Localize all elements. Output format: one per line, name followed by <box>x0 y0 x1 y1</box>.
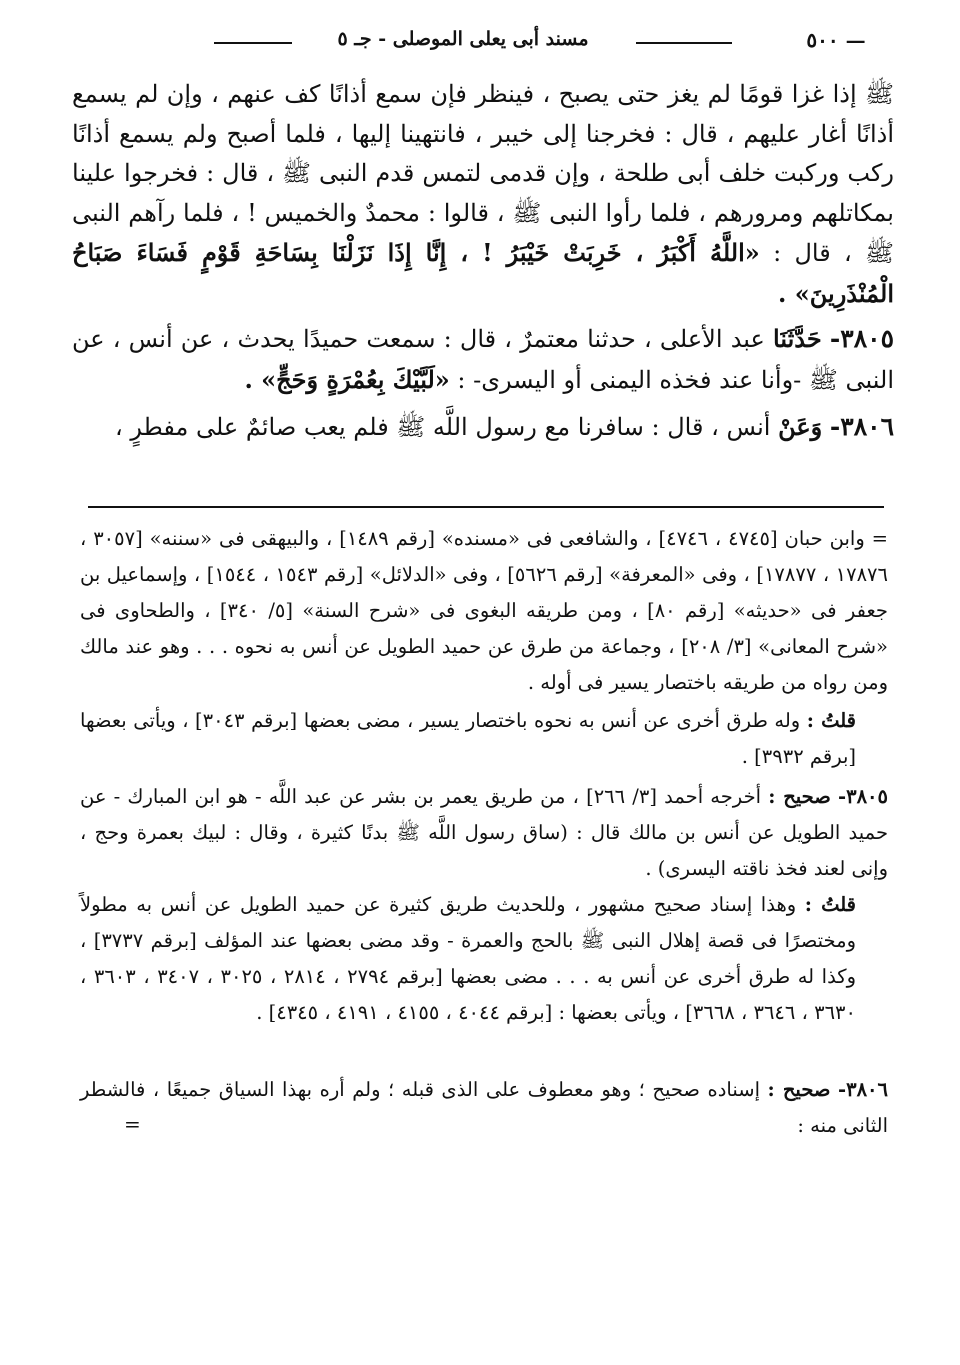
footnote-3806 <box>80 1072 888 1144</box>
hadith-lead: وَعَنْ <box>778 412 823 441</box>
hadith-text: عبد الأعلى ، حدثنا معتمرٌ ، قال : سمعت حميدًا يحدث ، عن أنس ، عن النبى ﷺ -وأنا عند فخذه اليمنى أو اليسرى- : <box>72 325 894 394</box>
footnote-3805 <box>80 779 888 887</box>
hadith-text: ﷺ إذا غزا قومًا لم يغز حتى يصبح ، فينظر فإن سمع أذانًا كف عنهم ، وإن لم يسمع أذانًا أغار عليهم ، قال : فخرجنا إلى خيبر ، فانتهينا إليها ، فلما أصبح ولم يسمع أذانًا ركب وركبت خلف أبى طلحة ، وإن قدمى لتمس قدم النبى ﷺ ، قال : فخرجوا علينا بمكاتلهم ومرورهم ، فلما رأوا النبى ﷺ ، قالوا : محمدٌ والخميس ! ، فلما رآهم النبى ﷺ ، قال : <box>72 80 894 267</box>
hadith-3804-continuation <box>72 75 894 313</box>
page-number: — ٥٠٠ <box>806 28 866 52</box>
hadith-lead: حَدَّثَنَا <box>773 324 822 353</box>
footnote-separator <box>88 506 884 508</box>
footnote-continuation: = وابن حبان [٤٧٤٥ ، ٤٧٤٦] ، والشافعى فى «مسنده» [رقم ١٤٨٩] ، والبيهقى فى «سننه» [٣٠٥٧ ، ١٧٨٧٦ ، ١٧٨٧٧] ، وفى «المعرفة» [رقم ٥٦٢٦] ، وفى «الدلائل» [رقم ١٥٤٣ ، ١٥٤٤] ، وإسماعيل بن جعفر فى «حديثه» [رقم ٨٠] ، ومن طريقه البغوى فى «شرح السنة» [٥/ ٣٤٠] ، والطحاوى فى «شرح المعانى» [٣/ ٢٠٨] ، وجماعة من طرق عن حميد الطويل عن أنس به نحوه . . . وهو عند مالك ومن رواه من طريقه باختصار يسير فى أوله . <box>80 527 888 694</box>
header-rule <box>214 42 292 44</box>
hadith-quote: «اللَّهُ أَكْبَرُ ، خَرِبَتْ خَيْبَرُ ! ، إِنَّا إِذَا نَزَلْنَا بِسَاحَةِ قَوْمٍ فَسَاءَ صَبَاحُ الْمُنْذَرِينَ» . <box>72 238 894 308</box>
hadith-3806 <box>72 407 894 449</box>
hadith-number: ٣٨٠٥- <box>829 324 894 353</box>
remark-label: قلتُ : <box>806 709 856 732</box>
header-rule <box>636 42 732 44</box>
remark-label: قلتُ : <box>804 893 856 916</box>
main-text <box>72 75 894 449</box>
hadith-3805 <box>72 319 894 401</box>
remark-text: وهذا إسناد صحيح مشهور ، وللحديث طريق كثيرة عن حميد الطويل عن أنس به مطولاً ومختصرًا فى قصة إهلال النبى ﷺ بالحج والعمرة - وقد مضى بعضها عند المؤلف [برقم ٣٧٣٧] ، وكذا له طرق أخرى عن أنس به . . . مضى بعضها [برقم ٢٧٩٤ ، ٢٨١٤ ، ٣٠٢٥ ، ٣٤٠٧ ، ٣٦٠٣ ، ٣٦٣٠ ، ٣٦٤٦ ، ٣٦٦٨] ، ويأتى بعضها : [برقم ٤٠٤٤ ، ٤١٥٥ ، ٤١٩١ ، ٤٣٤٥] . <box>80 893 857 1024</box>
remark-text: وله طرق أخرى عن أنس به نحوه باختصار يسير ، مضى بعضها [برقم ٣٠٤٣] ، ويأتى بعضها [برقم ٣٩٣٢] . <box>80 709 856 768</box>
grade-label: صحيح : <box>768 785 831 808</box>
grade-label: صحيح : <box>767 1078 831 1101</box>
hadith-quote: «لَبَّيْكَ بِعُمْرَةٍ وَحَجٍّ» . <box>244 364 450 394</box>
continues-mark: = <box>124 1112 141 1136</box>
footnote-remark <box>80 887 888 1068</box>
footnote-number: ٣٨٠٥- <box>838 785 889 808</box>
hadith-number: ٣٨٠٦- <box>829 412 894 441</box>
footnote-text: إسناده صحيح ؛ وهو معطوف على الذى قبله ؛ ولم أره بهذا السياق جميعًا ، فالشطر الثانى منه : <box>80 1078 888 1137</box>
running-header <box>78 26 886 60</box>
footnotes <box>80 521 888 1144</box>
footnote-remark <box>80 703 888 775</box>
book-title: مسند أبى يعلى الموصلى - جـ ٥ <box>337 28 589 50</box>
footnote-number: ٣٨٠٦- <box>838 1078 888 1101</box>
footnote-text: أخرجه أحمد [٣/ ٢٦٦] ، من طريق يعمر بن بشر عن عبد اللَّه - هو ابن المبارك - عن حميد الطويل عن أنس بن مالك قال : (ساق رسول اللَّه ﷺ بدنًا كثيرة ، وقال : لبيك بعمرة وحج ، وإنى لعند فخذ ناقته اليسرى) . <box>80 785 888 880</box>
hadith-text: أنس ، قال : سافرنا مع رسول اللَّه ﷺ فلم يعب صائمٌ على مفطرٍ ، <box>115 413 771 441</box>
